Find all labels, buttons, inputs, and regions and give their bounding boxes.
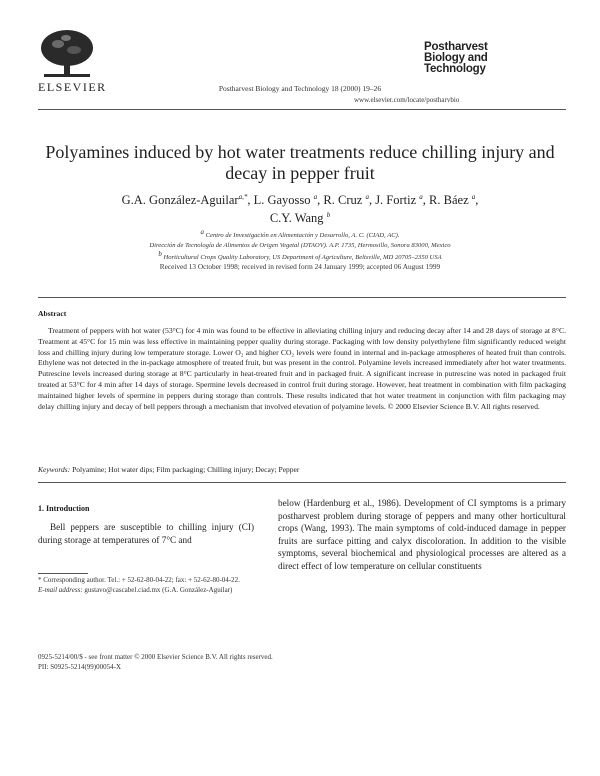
intro-right-column: below (Hardenburg et al., 1986). Development of CI symptoms is a primary postharvest problem during storage of peppers and many other horticultural crops (Wang, 1993). The main symptoms of cold-induced damage in pepper fruits are surface pitting and calyx discoloration. In addition to the visible symptoms, several biochemical and physiological processes are altered as a direct effect of low temperature on cellular constituents xyxy=(278,498,566,571)
journal-brand-line: Biology and xyxy=(424,52,488,64)
abstract-body: Treatment of peppers with hot water (53°C) for 4 min was found to be effective in alleviating chilling injury and reducing decay after 14 and 28 days of storage at 8°C. Treatment at 45°C for 15 min was less effective in maintaining pepper quality during storage. Packaging with low density polyethylene film significantly reduced weight loss and chilling injury during low temperature storage. Lower O₂ and higher CO₂ levels were found in internal and in-package atmospheres of heated fruit than controls. Ethylene was not detected in the in-package atmosphere of treated fruit, but was present in the control. Polyamine levels increased immediately after hot water treatments. Putrescine levels increased during storage at 8°C particularly in heat-treated fruit and in packaged fruit. A significant increase in putrescine was noted in packaged fruit treated at 53°C for 4 min after 14 days of storage. Spermine levels decreased in control fruit during storage. However, heat treatment in combination with film packaging maintained higher levels of spermine in peppers during storage than controls. These results indicated that hot water treatment in conjunction with film packaging may delay chilling injury and decay of bell peppers through a mechanism that involved elevation of polyamine levels. © 2000 Elsevier Science B.V. All rights reserved. xyxy=(38,326,566,411)
email-address-link[interactable]: gustavo@cascabel.ciad.mx (G.A. González-Aguilar) xyxy=(84,585,233,594)
elsevier-tree-logo-icon xyxy=(38,28,96,78)
author-affiliation-marker: b xyxy=(326,211,331,220)
email-label: E-mail address: xyxy=(38,585,83,594)
journal-brand-line: Postharvest xyxy=(424,41,488,53)
copyright-block xyxy=(38,652,273,672)
intro-left-column: Bell peppers are susceptible to chilling injury (CI) during storage at temperatures of 7°C and xyxy=(38,522,254,545)
affiliations xyxy=(40,228,560,263)
author-list xyxy=(40,190,560,226)
section-heading-introduction: 1. Introduction xyxy=(38,504,90,513)
journal-brand xyxy=(424,42,574,75)
author-affiliation-marker: a xyxy=(313,193,318,201)
author-name[interactable]: G.A. González-Aguilar xyxy=(121,193,239,208)
journal-brand-line: Technology xyxy=(424,63,486,75)
affiliation-b: Horticultural Crops Quality Laboratory, US Department of Agriculture, Beltsville, MD 20705–2350 USA xyxy=(163,254,442,262)
author-separator: , xyxy=(475,193,479,208)
abstract-heading: Abstract xyxy=(38,309,67,318)
corresponding-author-note: * Corresponding author. Tel.: + 52-62-80-04-22; fax: + 52-62-80-04-22. xyxy=(38,576,240,584)
received-dates: Received 13 October 1998; received in revised form 24 January 1999; accepted 06 August 1999 xyxy=(159,262,441,271)
affiliation-marker: a xyxy=(200,228,204,236)
keywords xyxy=(38,465,566,474)
abstract-top-divider xyxy=(38,297,566,298)
author-name[interactable]: , J. Fortiz xyxy=(368,193,417,208)
affiliation-marker: b xyxy=(158,250,162,259)
author-name[interactable]: C.Y. Wang xyxy=(269,211,324,226)
pii-line: PII: S0925-5214(99)00054-X xyxy=(38,663,122,671)
affiliation-a: Centro de Investigación en Alimentación y Desarrollo, A. C. (CIAD, AC). xyxy=(205,232,400,240)
publisher-name: ELSEVIER xyxy=(38,80,107,94)
author-name[interactable]: , R. Báez xyxy=(422,193,469,208)
journal-url-link[interactable]: www.elsevier.com/locate/postharvbio xyxy=(354,96,460,104)
author-affiliation-marker: a xyxy=(365,193,369,201)
affiliation-a-address: Dirección de Tecnología de Alimentos de Origen Vegetal (DTAOV). A.P. 1735, Hermosillo, Sonora 83000, Mexico xyxy=(149,241,451,249)
article-title: Polyamines induced by hot water treatments reduce chilling injury and decay in pepper fruit xyxy=(45,142,555,183)
header-divider xyxy=(38,109,566,110)
journal-reference: Postharvest Biology and Technology 18 (2000) 19–26 xyxy=(218,84,382,93)
footnote-divider xyxy=(38,573,88,574)
footnotes xyxy=(38,576,254,595)
author-name[interactable]: , L. Gayosso xyxy=(247,193,311,208)
author-affiliation-marker: a,* xyxy=(238,193,248,201)
author-name[interactable]: , R. Cruz xyxy=(317,193,363,208)
keywords-label: Keywords: xyxy=(38,465,71,474)
author-affiliation-marker: a xyxy=(471,193,476,201)
abstract-bottom-divider xyxy=(38,482,566,483)
author-affiliation-marker: a xyxy=(419,193,423,201)
keywords-list: Polyamine; Hot water dips; Film packaging; Chilling injury; Decay; Pepper xyxy=(72,465,300,474)
issn-line: 0925-5214/00/$ - see front matter © 2000 Elsevier Science B.V. All rights reserved. xyxy=(38,653,273,661)
